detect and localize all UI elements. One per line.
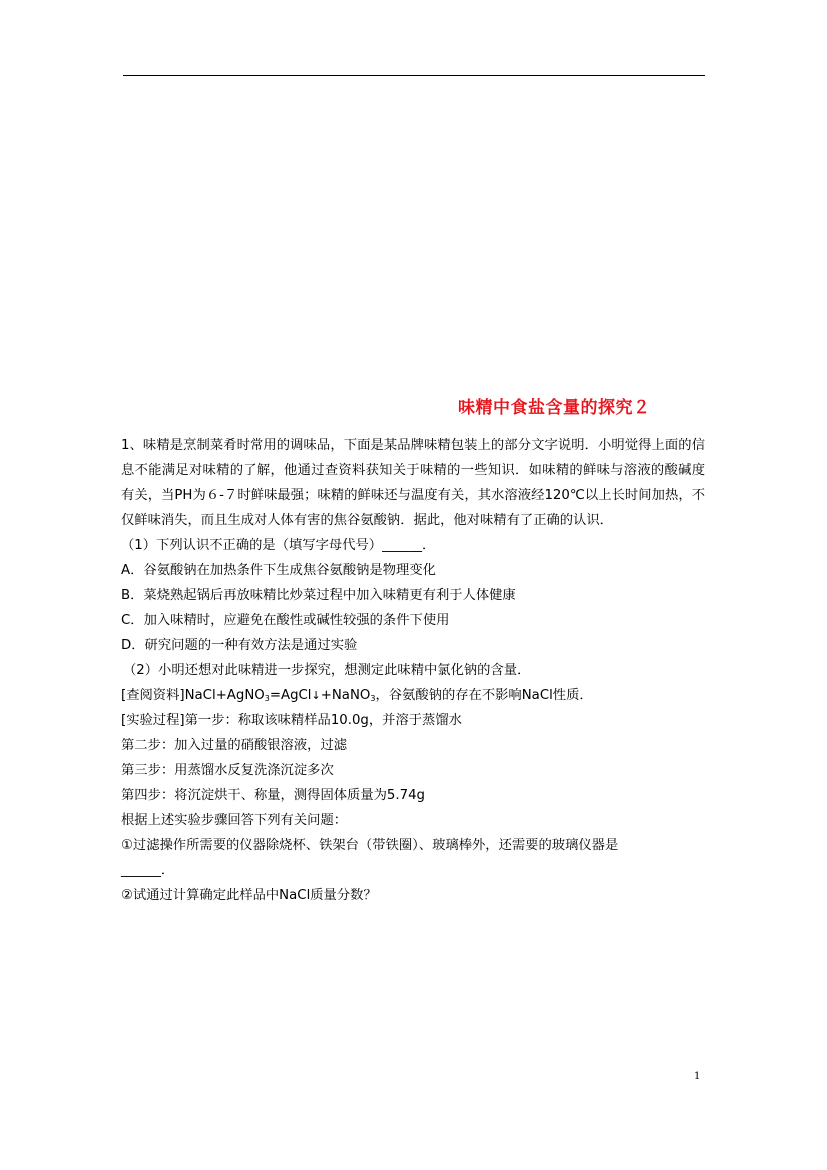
- down-arrow-icon: ↓: [311, 689, 321, 702]
- option-b: B．菜烧熟起锅后再放味精比炒菜过程中加入味精更有利于人体健康: [121, 588, 516, 603]
- instruction: 根据上述实验步骤回答下列有关问题：: [121, 813, 348, 828]
- reference-mid-2: +NaNO: [320, 688, 371, 703]
- page-number: 1: [694, 1071, 701, 1082]
- reference-mid-1: =AgCl: [269, 688, 312, 703]
- reference-info: [121, 683, 705, 708]
- sub-question-2: ②试通过计算确定此样品中NaCl质量分数？: [121, 888, 377, 903]
- document-body: [121, 433, 705, 908]
- reference-prefix: [查阅资料]NaCl+AgNO: [121, 688, 265, 703]
- question-2: （2）小明还想对此味精进一步探究，想测定此味精中氯化钠的含量．: [123, 663, 531, 678]
- reference-sub-1: 3: [264, 694, 270, 703]
- header-rule: [123, 75, 705, 76]
- question-intro: 1、味精是烹制菜肴时常用的调味品，下面是某品牌味精包装上的部分文字说明．小明觉得上面的信息不能满足对味精的了解，他通过查资料获知关于味精的一些知识．如味精的鲜味与溶液的酸碱度有关，当PH为６-７时鲜味最强；味精的鲜味还与温度有关，其水溶液经120℃以上长时间加热，不仅鲜味消失，而且生成对人体有害的焦谷氨酸钠．据此，他对味精有了正确的认识．: [121, 438, 705, 528]
- step-2: 第二步：加入过量的硝酸银溶液，过滤: [121, 738, 348, 753]
- option-c: C．加入味精时，应避免在酸性或碱性较强的条件下使用: [121, 613, 450, 628]
- step-3: 第三步：用蒸馏水反复洗涤沉淀多次: [121, 763, 334, 778]
- reference-sub-2: 3: [370, 694, 376, 703]
- option-d: D．研究问题的一种有效方法是通过实验: [121, 638, 358, 653]
- question-1: （1）下列认识不正确的是（填写字母代号）______．: [121, 538, 436, 553]
- step-4: 第四步：将沉淀烘干、称量，测得固体质量为5.74g: [121, 788, 425, 803]
- reference-suffix: ，谷氨酸钠的存在不影响NaCl性质．: [375, 688, 593, 703]
- step-1: [实验过程]第一步：称取该味精样品10.0g，并溶于蒸馏水: [121, 713, 462, 728]
- sub-question-1-blank: ______．: [121, 863, 175, 878]
- sub-question-1: ①过滤操作所需要的仪器除烧杯、铁架台（带铁圈）、玻璃棒外，还需要的玻璃仪器是: [121, 838, 619, 853]
- option-a: A．谷氨酸钠在加热条件下生成焦谷氨酸钠是物理变化: [121, 563, 436, 578]
- document-title: 味精中食盐含量的探究２: [458, 398, 651, 418]
